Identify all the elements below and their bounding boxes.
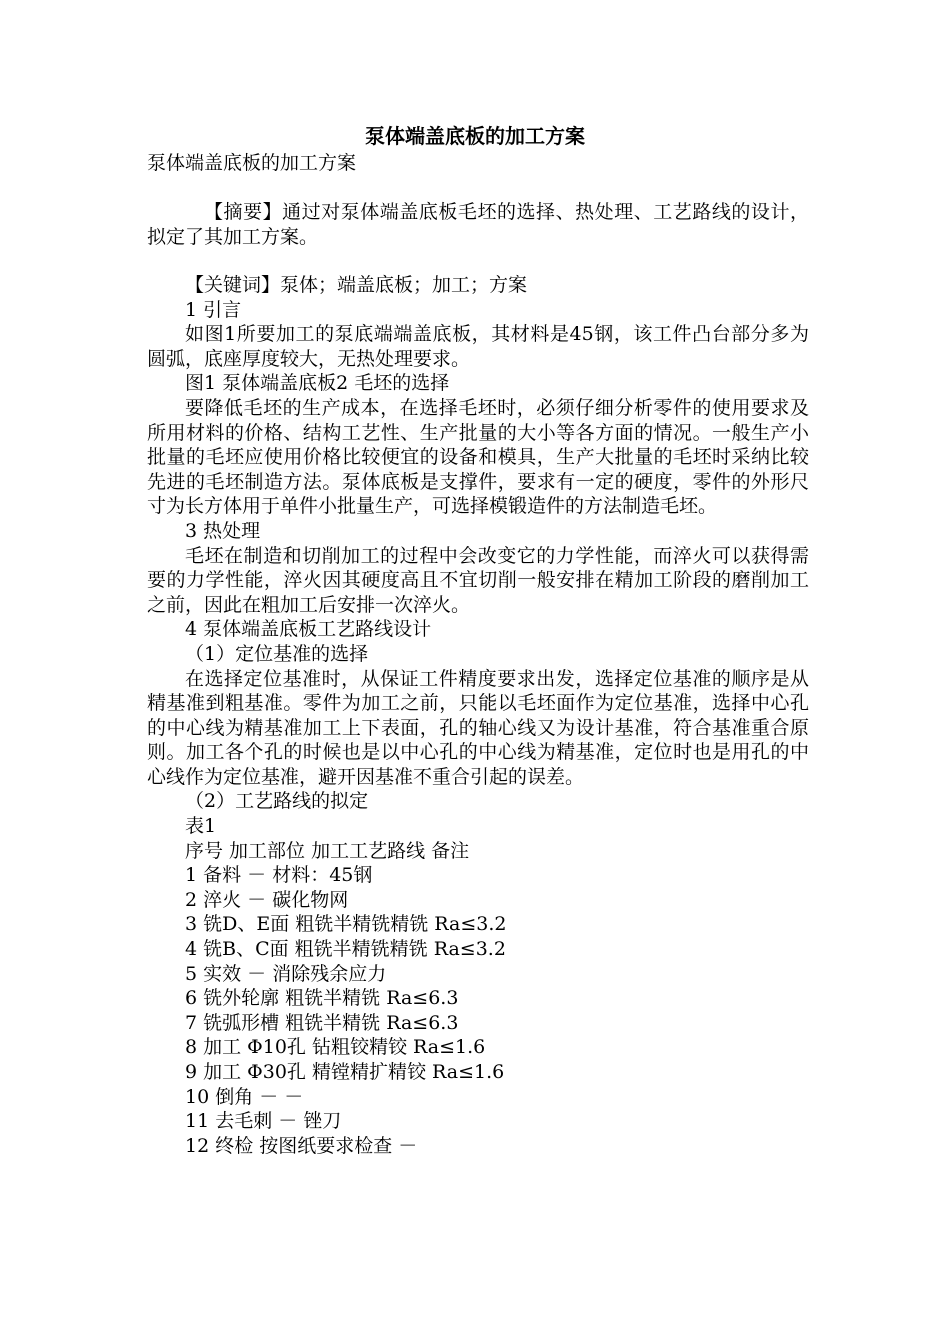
abstract-paragraph: 【摘要】通过对泵体端盖底板毛坯的选择、热处理、工艺路线的设计，拟定了其加工方案。 xyxy=(147,201,809,248)
subsection-heading-datum: （1）定位基准的选择 xyxy=(185,642,369,665)
section-heading-route: 4 泵体端盖底板工艺路线设计 xyxy=(185,618,432,641)
heat-paragraph: 毛坯在制造和切削加工的过程中会改变它的力学性能，而淬火可以获得需要的力学性能，淬火因其硬度高且不宜切削一般安排在精加工阶段的磨削加工之前，因此在粗加工后安排一次淬火。 xyxy=(147,544,809,616)
table-row: 7 铣弧形槽 粗铣半精铣 Ra≤6.3 xyxy=(185,1011,459,1034)
section-heading-intro: 1 引言 xyxy=(185,298,242,321)
subsection-heading-plan: （2）工艺路线的拟定 xyxy=(185,790,369,813)
table-row: 12 终检 按图纸要求检查 － xyxy=(185,1134,418,1157)
table-row: 8 加工 Φ10孔 钻粗铰精铰 Ra≤1.6 xyxy=(185,1036,486,1059)
table-row: 3 铣D、E面 粗铣半精铣精铣 Ra≤3.2 xyxy=(185,913,507,936)
table-row: 9 加工 Φ30孔 精镗精扩精铰 Ra≤1.6 xyxy=(185,1061,505,1083)
datum-paragraph: 在选择定位基准时，从保证工件精度要求出发，选择定位基准的顺序是从精基准到粗基准。零件为加工之前，只能以毛坯面作为定位基准，选择中心孔的中心线为精基准加工上下表面，孔的轴心线又为设计基准，符合基准重合原则。加工各个孔的时候也是以中心孔的中心线为精基准，定位时也是用孔的中心线作为定位基准，避开因基准不重合引起的误差。 xyxy=(147,667,809,788)
abstract-block xyxy=(147,200,809,249)
table-row: 2 淬火 － 碳化物网 xyxy=(185,888,349,911)
section-heading-blank: 图1 泵体端盖底板2 毛坯的选择 xyxy=(185,372,450,395)
section-heading-heat: 3 热处理 xyxy=(185,519,261,542)
table-row: 6 铣外轮廓 粗铣半精铣 Ra≤6.3 xyxy=(185,987,459,1010)
table-row: 11 去毛刺 － 锉刀 xyxy=(185,1110,342,1133)
blank-paragraph: 要降低毛坯的生产成本，在选择毛坯时，必须仔细分析零件的使用要求及所用材料的价格、结构工艺性、生产批量的大小等各方面的情况。一般生产小批量的毛坯应使用价格比较便宜的设备和模具，生产大批量的毛坯时采纳比较先进的毛坯制造方法。泵体底板是支撑件，要求有一定的硬度，零件的外形尺寸为长方体用于单件小批量生产，可选择模锻造件的方法制造毛坯。 xyxy=(147,396,809,518)
keywords-paragraph: 【关键词】泵体；端盖底板；加工；方案 xyxy=(185,274,528,296)
table-row: 10 倒角 － － xyxy=(185,1085,304,1108)
table-row: 5 实效 － 消除残余应力 xyxy=(185,962,387,985)
intro-paragraph: 如图1所要加工的泵底端端盖底板，其材料是45钢，该工件凸台部分多为圆弧，底座厚度较大，无热处理要求。 xyxy=(147,323,809,370)
document-subtitle: 泵体端盖底板的加工方案 xyxy=(147,152,357,174)
table-row: 1 备料 － 材料：45钢 xyxy=(185,864,373,887)
document-title: 泵体端盖底板的加工方案 xyxy=(365,124,585,148)
table-header: 序号 加工部位 加工工艺路线 备注 xyxy=(185,839,470,862)
table-row: 4 铣B、C面 粗铣半精铣精铣 Ra≤3.2 xyxy=(185,938,506,961)
main-body xyxy=(147,273,809,1158)
table-caption: 表1 xyxy=(185,815,217,838)
